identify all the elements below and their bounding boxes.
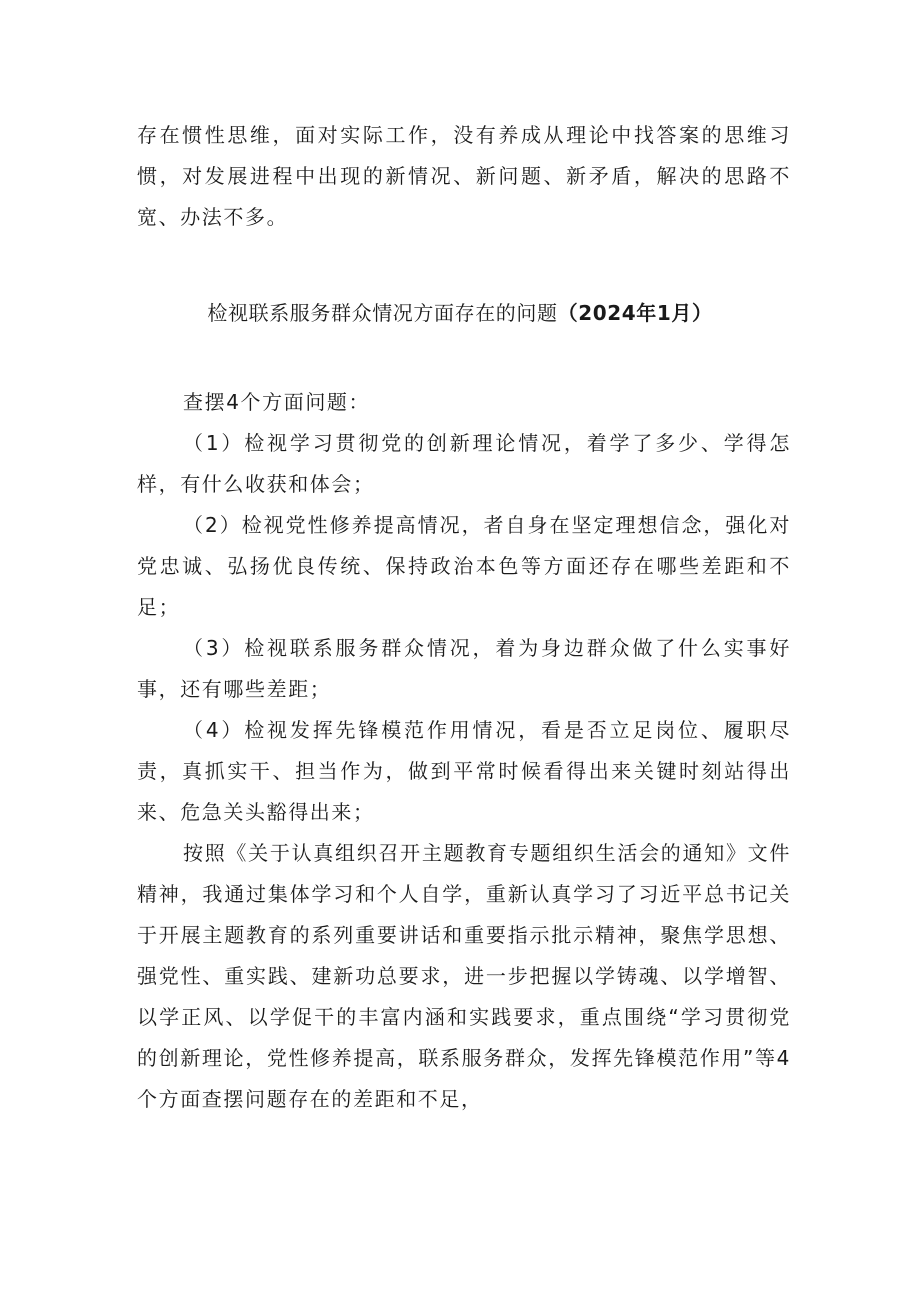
intro-paragraph: 存在惯性思维，面对实际工作，没有养成从理论中找答案的思维习惯，对发展进程中出现的新情况、新问题、新矛盾，解决的思路不宽、办法不多。: [137, 123, 791, 229]
section-heading-main: 检视联系服务群众情况方面存在的问题: [207, 301, 558, 325]
list-item-2: （2）检视党性修养提高情况，者自身在坚定理想信念，强化对党忠诚、弘扬优良传统、保持政治本色等方面还存在哪些差距和不足；: [137, 513, 791, 619]
section-heading-date: （2024年1月）: [557, 301, 713, 325]
closing-paragraph: 按照《关于认真组织召开主题教育专题组织生活会的通知》文件精神，我通过集体学习和个人自学，重新认真学习了习近平总书记关于开展主题教育的系列重要讲话和重要指示批示精神，聚焦学思想、强党性、重实践、建新功总要求，进一步把握以学铸魂、以学增智、以学正风、以学促干的丰富内涵和实践要求，重点围绕“学习贯彻党的创新理论，党性修养提高，联系服务群众，发挥先锋模范作用”等4个方面查摆问题存在的差距和不足，: [137, 841, 791, 1111]
intro-section: [137, 115, 791, 238]
list-item-3: （3）检视联系服务群众情况，着为身边群众做了什么实事好事，还有哪些差距；: [137, 636, 791, 701]
list-item-4: （4）检视发挥先锋模范作用情况，看是否立足岗位、履职尽责，真抓实干、担当作为，做到平常时候看得出来关键时刻站得出来、危急关头豁得出来；: [137, 718, 791, 824]
list-item-1: （1）检视学习贯彻党的创新理论情况，着学了多少、学得怎样，有什么收获和体会；: [137, 431, 791, 496]
lead-paragraph: 查摆4个方面问题：: [183, 390, 371, 414]
main-section: [137, 382, 791, 1120]
section-heading: [0, 293, 920, 333]
